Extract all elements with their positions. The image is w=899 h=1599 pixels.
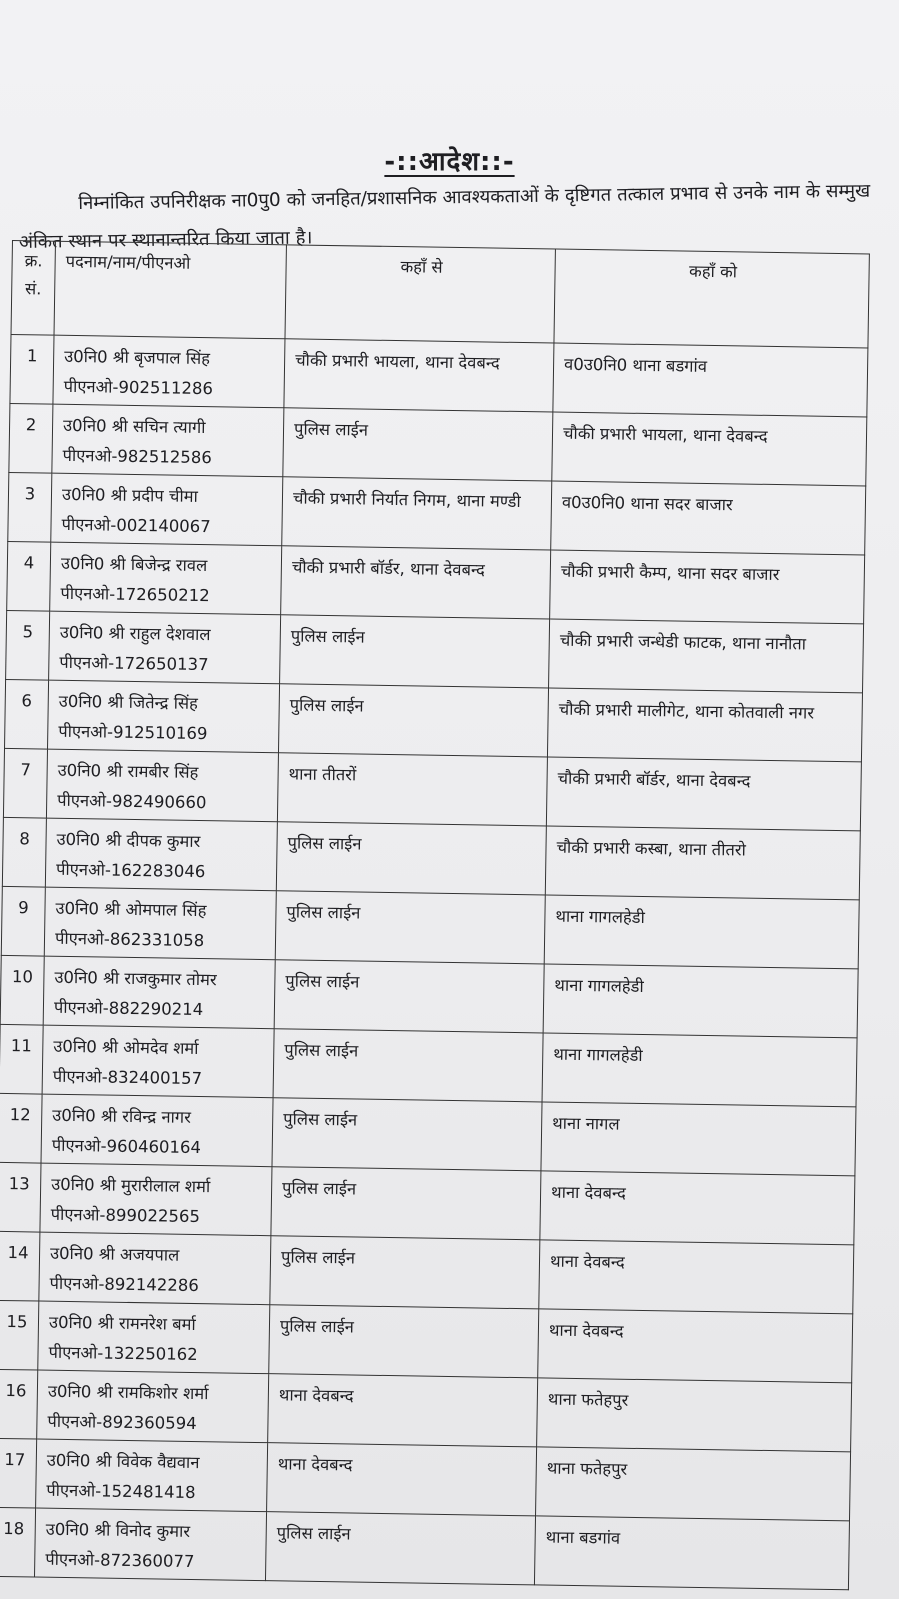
table-row (0, 1438, 851, 1520)
table-row (0, 1507, 849, 1589)
officer-pno: पीएनओ-892142286 (49, 1273, 199, 1296)
row-to: थाना गागलहेडी (544, 895, 859, 969)
officer-pno: पीएनओ-902511286 (63, 376, 214, 399)
row-serial: 18 (0, 1507, 36, 1577)
row-serial: 8 (2, 817, 46, 887)
row-name-cell (51, 473, 283, 546)
officer-name: उ0नि0 श्री रामकिशोर शर्मा (47, 1381, 209, 1404)
row-to: थाना फतेहपुर (537, 1378, 852, 1452)
row-name-cell (52, 404, 284, 477)
row-name-cell (44, 887, 276, 960)
officer-pno: पीएनओ-882290214 (53, 997, 204, 1020)
row-from: चौकी प्रभारी निर्यात निगम, थाना मण्डी (282, 477, 552, 550)
row-name-cell (50, 542, 282, 615)
row-serial: 14 (0, 1231, 40, 1301)
row-from: चौकी प्रभारी बॉर्डर, थाना देवबन्द (281, 546, 551, 619)
row-name-cell (40, 1163, 272, 1236)
row-from: थाना देवबन्द (268, 1374, 538, 1447)
officer-pno: पीएनओ-162283046 (55, 859, 206, 882)
officer-pno: पीएनओ-982512586 (62, 445, 213, 468)
row-to: चौकी प्रभारी कस्बा, थाना तीतरो (545, 826, 860, 900)
row-serial: 15 (0, 1300, 39, 1370)
row-name-cell (53, 335, 285, 408)
officer-name: उ0नि0 श्री ओमदेव शर्मा (53, 1036, 199, 1059)
order-heading (0, 142, 899, 178)
row-serial: 7 (3, 748, 47, 818)
row-from: पुलिस लाईन (269, 1305, 539, 1378)
officer-pno: पीएनओ-982490660 (57, 790, 207, 813)
officer-pno: पीएनओ-832400157 (52, 1066, 203, 1089)
row-to: चौकी प्रभारी कैम्प, थाना सदर बाजार (550, 550, 865, 624)
row-from: थाना देवबन्द (267, 1443, 537, 1516)
row-serial: 1 (10, 334, 54, 404)
officer-pno: पीएनओ-172650212 (60, 583, 210, 606)
officer-pno: पीएनओ-899022565 (50, 1204, 201, 1227)
officer-pno: पीएनओ-132250162 (48, 1342, 198, 1365)
officer-name: उ0नि0 श्री रामनरेश बर्मा (48, 1312, 196, 1335)
row-from: पुलिस लाईन (278, 684, 548, 757)
row-to: चौकी प्रभारी जन्धेडी फाटक, थाना नानौता (549, 619, 864, 693)
transfer-table (0, 240, 870, 1590)
officer-name: उ0नि0 श्री विनोद कुमार (45, 1519, 191, 1541)
row-from: पुलिस लाईन (283, 408, 553, 481)
row-serial: 6 (5, 679, 49, 749)
row-to: थाना फतेहपुर (536, 1447, 851, 1521)
row-from: चौकी प्रभारी भायला, थाना देवबन्द (284, 339, 554, 412)
row-serial: 9 (1, 886, 45, 956)
row-serial: 17 (0, 1438, 37, 1508)
row-to: चौकी प्रभारी बॉर्डर, थाना देवबन्द (546, 757, 861, 831)
row-to: व0उ0नि0 थाना सदर बाजार (551, 481, 866, 555)
row-from: पुलिस लाईन (274, 960, 544, 1033)
officer-name: उ0नि0 श्री राहुल देशवाल (59, 622, 211, 645)
officer-name: उ0नि0 श्री सचिन त्यागी (62, 415, 206, 438)
row-name-cell (37, 1370, 269, 1443)
row-name-cell (43, 956, 275, 1029)
officer-pno: पीएनओ-872360077 (45, 1549, 195, 1572)
officer-name: उ0नि0 श्री अजयपाल (49, 1243, 180, 1265)
row-to: थाना देवबन्द (539, 1240, 854, 1314)
row-name-cell (49, 611, 281, 684)
row-name-cell (39, 1232, 271, 1305)
officer-name: उ0नि0 श्री रामबीर सिंह (57, 760, 199, 782)
officer-pno: पीएनओ-152481418 (46, 1480, 196, 1503)
table-header-row (11, 241, 869, 348)
officer-pno: पीएनओ-172650137 (59, 652, 209, 675)
header-name: पदनाम/नाम/पीएनओ (54, 241, 286, 339)
row-serial: 11 (0, 1024, 43, 1094)
row-name-cell (38, 1301, 270, 1374)
row-from: पुलिस लाईन (275, 891, 545, 964)
row-name-cell (41, 1094, 273, 1167)
row-name-cell (35, 1508, 267, 1581)
row-from: पुलिस लाईन (265, 1512, 535, 1585)
officer-pno: पीएनओ-862331058 (54, 928, 205, 951)
header-serial: क्र. सं. (11, 241, 55, 336)
row-from: पुलिस लाईन (270, 1236, 540, 1309)
row-to: थाना गागलहेडी (542, 1033, 857, 1107)
row-serial: 16 (0, 1369, 38, 1439)
row-serial: 2 (9, 403, 53, 473)
row-name-cell (36, 1439, 268, 1512)
row-to: चौकी प्रभारी भायला, थाना देवबन्द (552, 412, 867, 486)
table-body (0, 334, 868, 1589)
officer-name: उ0नि0 श्री विवेक वैद्यवान (46, 1450, 200, 1473)
intro-paragraph: निम्नांकित उपनिरीक्षक ना0पु0 को जनहित/प्रशासनिक आवश्यकताओं के दृष्टिगत तत्काल प्रभाव से उनके नाम के सम्मुख अंकित स्थान पर स्थानान्तरित किया जाता है। (18, 180, 871, 253)
order-heading-text: -::आदेश::- (384, 147, 515, 177)
row-name-cell (42, 1025, 274, 1098)
row-name-cell (46, 749, 278, 822)
row-to: थाना देवबन्द (538, 1309, 853, 1383)
table-row (0, 1369, 852, 1451)
row-serial: 12 (0, 1093, 42, 1163)
header-from: कहाँ से (285, 245, 555, 343)
table-row (0, 1300, 853, 1382)
row-from: थाना तीतरों (277, 753, 547, 826)
header-to: कहाँ को (554, 249, 869, 348)
officer-name: उ0नि0 श्री बिजेन्द्र रावल (60, 553, 208, 576)
row-to: थाना नागल (541, 1102, 856, 1176)
row-to: थाना बडगांव (534, 1516, 849, 1590)
row-serial: 10 (0, 955, 44, 1025)
row-serial: 4 (7, 541, 51, 611)
officer-name: उ0नि0 श्री ओमपाल सिंह (55, 898, 207, 921)
row-name-cell (45, 818, 277, 891)
officer-name: उ0नि0 श्री जितेन्द्र सिंह (58, 691, 199, 713)
row-to: व0उ0नि0 थाना बडगांव (553, 343, 868, 417)
row-to: थाना देवबन्द (540, 1171, 855, 1245)
row-serial: 3 (8, 472, 52, 542)
row-serial: 5 (6, 610, 50, 680)
officer-name: उ0नि0 श्री बृजपाल सिंह (64, 346, 211, 369)
row-from: पुलिस लाईन (271, 1167, 541, 1240)
officer-name: उ0नि0 श्री प्रदीप चीमा (61, 484, 199, 506)
officer-pno: पीएनओ-960460164 (51, 1135, 202, 1158)
row-from: पुलिस लाईन (280, 615, 550, 688)
officer-name: उ0नि0 श्री मुरारीलाल शर्मा (51, 1174, 211, 1197)
row-from: पुलिस लाईन (272, 1098, 542, 1171)
row-to: चौकी प्रभारी मालीगेट, थाना कोतवाली नगर (547, 688, 862, 762)
officer-name: उ0नि0 श्री राजकुमार तोमर (54, 967, 217, 990)
row-to: थाना गागलहेडी (543, 964, 858, 1038)
officer-name: उ0नि0 श्री रविन्द्र नागर (52, 1105, 192, 1127)
officer-pno: पीएनओ-002140067 (61, 514, 211, 537)
officer-pno: पीएनओ-912510169 (58, 721, 208, 744)
row-serial: 13 (0, 1162, 41, 1232)
officer-pno: पीएनओ-892360594 (47, 1411, 197, 1434)
row-name-cell (48, 680, 280, 753)
row-from: पुलिस लाईन (273, 1029, 543, 1102)
officer-name: उ0नि0 श्री दीपक कुमार (56, 829, 201, 852)
row-from: पुलिस लाईन (276, 822, 546, 895)
